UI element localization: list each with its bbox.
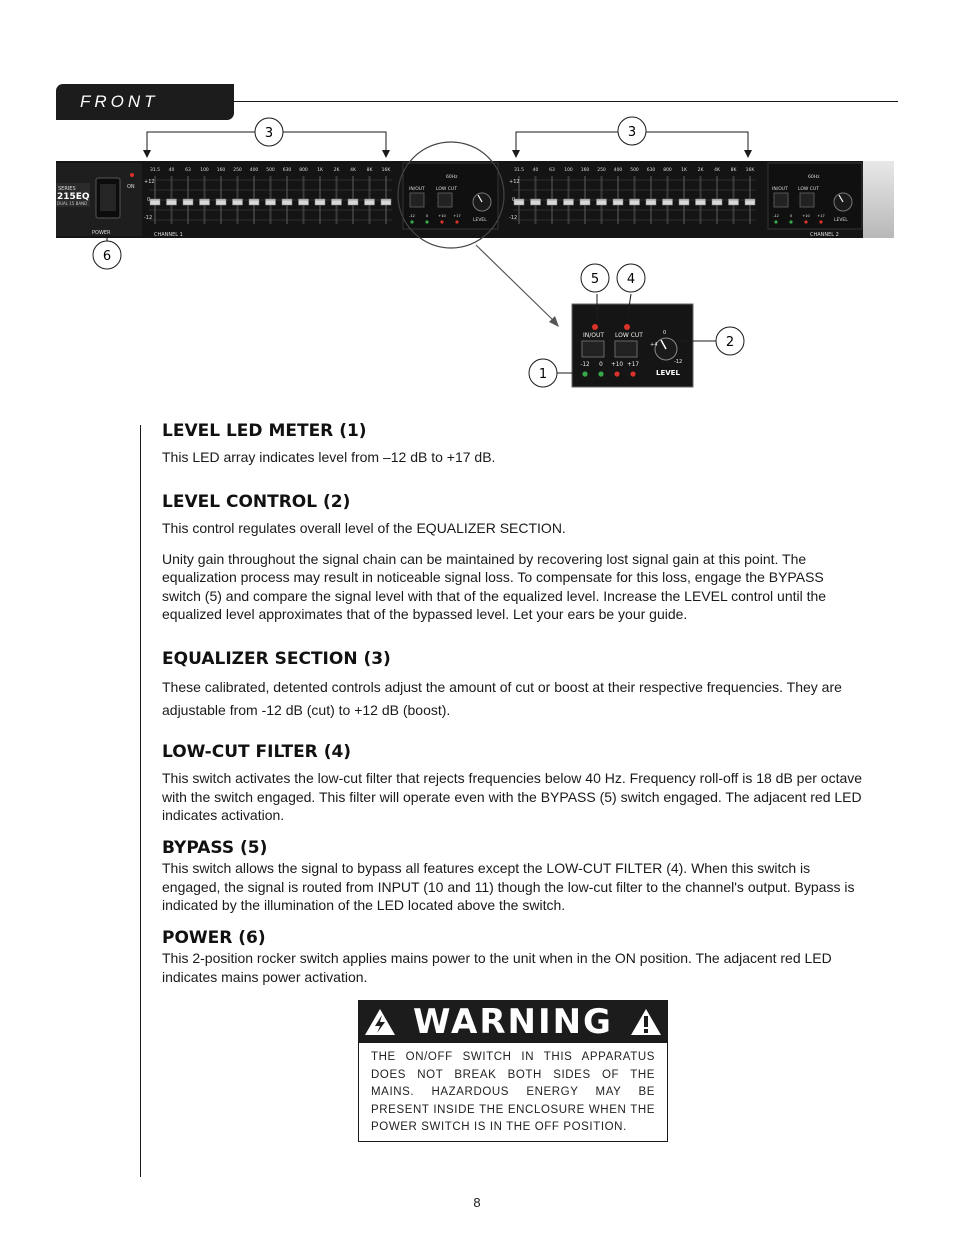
- ch1-frequency-label: 31.5: [149, 168, 161, 173]
- ch2-frequency-label: 160: [580, 168, 590, 173]
- callout-5: [581, 264, 609, 292]
- ch2-frequency-label: 800: [663, 168, 672, 173]
- ch1-range-bottom: -12: [144, 215, 153, 221]
- ch1-in-out-label: IN/OUT: [409, 187, 425, 192]
- electric-hazard-icon: [363, 1007, 397, 1037]
- ch1-bypass-switch[interactable]: [410, 193, 424, 207]
- ch1-frequency-label: 2K: [333, 168, 340, 173]
- power-label: POWER: [92, 230, 111, 236]
- ch2-range-mid: 0: [512, 197, 516, 203]
- section-power: [162, 927, 866, 986]
- warning-text: THE ON/OFF SWITCH IN THIS APPARATUS DOES NOT BREAK BOTH SIDES OF THE MAINS. HAZARDOUS ENERGY MAY BE PRESENT INSIDE THE ENCLOSURE WHEN THE POWER SWITCH IS IN THE OFF POSITION.: [371, 1051, 655, 1133]
- ch1-hz-label: 60Hz: [446, 175, 458, 180]
- section-title: EQUALIZER SECTION (3): [162, 649, 391, 669]
- detail-meter-led: [630, 371, 635, 376]
- detail-knob-mark-2: -12: [674, 359, 683, 365]
- ch2-bypass-switch[interactable]: [774, 193, 788, 207]
- svg-text:3: 3: [264, 126, 274, 141]
- detail-knob-mark-1: +4: [650, 342, 658, 348]
- section-level-control: [162, 491, 866, 624]
- ch1-frequency-label: 100: [200, 168, 209, 173]
- callout-1: [529, 359, 557, 387]
- on-label: ON: [127, 184, 135, 190]
- ch1-frequency-label: 1K: [317, 168, 323, 173]
- ch2-frequency-label: 40: [532, 168, 539, 173]
- section-title: LEVEL LED METER (1): [162, 421, 367, 441]
- ch2-frequency-label: 630: [646, 168, 656, 173]
- detail-bypass-switch[interactable]: [582, 341, 604, 357]
- section-paragraph: This 2-position rocker switch applies mains power to the unit when in the ON position. The adjacent red LED indicates mains power activation.: [162, 950, 832, 985]
- detail-closeup: [556, 294, 716, 387]
- callout-3-left: [255, 118, 283, 146]
- ch1-meter-led: [410, 220, 413, 223]
- section-paragraph: Unity gain throughout the signal chain can be maintained by recovering lost signal gain at this point. The equalization process may result in noticeable signal loss. To compensate for this loss, engage the BYPASS switch (5) and compare the signal level with that of the equalized level. Increase the LEVEL control until the equalized level approximates that of the bypassed level. Let your ears be your guide.: [162, 550, 827, 622]
- ch1-frequency-label: 8K: [366, 168, 373, 173]
- detail-meter-label: +17: [626, 362, 640, 368]
- detail-low-cut-switch[interactable]: [615, 341, 637, 357]
- section-paragraph: This LED array indicates level from –12 dB to +17 dB.: [162, 449, 496, 465]
- ch1-range-mid: 0: [147, 197, 151, 203]
- ch2-meter-led: [819, 220, 822, 223]
- svg-text:2: 2: [725, 335, 735, 350]
- section-header-tab: FRONT PANEL: [56, 84, 234, 120]
- ch2-frequency-label: 31.5: [513, 168, 525, 173]
- front-panel-diagram: [0, 0, 954, 400]
- rack-ear-right: [863, 161, 894, 238]
- ch1-frequency-label: 40: [168, 168, 175, 173]
- ch2-frequency-label: 250: [597, 168, 606, 173]
- section-title: LOW-CUT FILTER (4): [162, 742, 352, 762]
- ch2-meter-label: 0: [789, 214, 793, 218]
- svg-text:5: 5: [590, 272, 600, 287]
- section-paragraph: These calibrated, detented controls adjust the amount of cut or boost at their respective frequencies. They are adjustable from -12 dB (cut) to +12 dB (boost).: [162, 679, 842, 718]
- detail-bypass-led: [592, 324, 598, 330]
- channel-2-frequency-labels: [514, 167, 755, 173]
- ch1-meter-led: [455, 220, 458, 223]
- detail-low-cut-label: LOW CUT: [615, 332, 643, 339]
- page-number: 8: [473, 1195, 481, 1210]
- ch1-frequency-label: 630: [282, 168, 292, 173]
- ch1-meter-label: +10: [438, 214, 446, 218]
- section-title: POWER (6): [162, 928, 266, 948]
- detail-knob-mark-0: 0: [663, 330, 667, 336]
- callout-3-right: [618, 117, 646, 145]
- ch2-in-out-label: IN/OUT: [772, 187, 788, 192]
- bracket-arrowheads: [143, 150, 752, 158]
- warning-header: [359, 1001, 667, 1043]
- warning-title: WARNING: [413, 1002, 613, 1042]
- ch1-frequency-label: 16K: [381, 168, 391, 173]
- ch1-frequency-label: 400: [249, 168, 259, 173]
- ch1-meter-led: [440, 220, 443, 223]
- ch1-meter-label: -12: [409, 214, 415, 218]
- warning-box: [358, 1000, 668, 1142]
- ch1-frequency-label: 800: [299, 168, 308, 173]
- channel-1-controls: [403, 163, 498, 229]
- ch1-meter-label: +17: [453, 214, 461, 218]
- section-bypass: [162, 837, 866, 915]
- model-text: SERIES: [58, 186, 76, 192]
- ch2-range-top: +12: [509, 179, 520, 185]
- ch1-low-cut-label: LOW CUT: [436, 187, 457, 192]
- detail-meter-label: -12: [580, 362, 590, 368]
- ch2-low-cut-label: LOW CUT: [798, 187, 819, 192]
- detail-meter-led: [582, 371, 587, 376]
- channel-2-controls: [768, 163, 862, 229]
- channel-1-label: CHANNEL 1: [154, 232, 183, 238]
- ch1-meter-label: 0: [425, 214, 429, 218]
- svg-text:3: 3: [627, 125, 637, 140]
- ch2-frequency-label: 8K: [730, 168, 737, 173]
- ch2-meter-led: [789, 220, 792, 223]
- detail-meter-label: +10: [610, 362, 624, 368]
- ch2-meter-led: [774, 220, 777, 223]
- model-sub: DUAL 15 BAND: [57, 201, 88, 206]
- svg-text:4: 4: [626, 272, 636, 287]
- section-paragraph: This switch activates the low-cut filter that rejects frequencies below 40 Hz. Frequency roll-off is 18 dB per octave with the switch engaged. This filter will operate even with the BYPASS (5) switch engaged. The adjacent red LED indicates activation.: [162, 770, 863, 823]
- ch1-frequency-label: 160: [216, 168, 226, 173]
- ch2-frequency-label: 63: [549, 168, 555, 173]
- ch1-frequency-label: 63: [185, 168, 191, 173]
- callout-2: [716, 327, 744, 355]
- detail-level-label: LEVEL: [656, 369, 680, 377]
- section-paragraph: This control regulates overall level of the EQUALIZER SECTION.: [162, 520, 566, 536]
- ch1-level-label: LEVEL: [473, 218, 487, 223]
- section-low-cut-filter: [162, 741, 866, 825]
- ch1-range-top: +12: [144, 179, 155, 185]
- ch2-frequency-label: 400: [613, 168, 623, 173]
- detail-meter-label: 0: [599, 362, 603, 368]
- ch1-meter-led: [425, 220, 428, 223]
- ch2-frequency-label: 4K: [714, 168, 720, 173]
- section-paragraph: This switch allows the signal to bypass all features except the LOW-CUT FILTER (4). When this switch is engaged, the signal is routed from INPUT (10 and 11) though the low-cut filter to the channel's output. Bypass is indicated by the illumination of the LED located above the switch.: [162, 860, 855, 913]
- ch1-frequency-label: 500: [266, 168, 275, 173]
- ch2-meter-label: +17: [817, 214, 825, 218]
- detail-meter-led: [598, 371, 603, 376]
- ch2-frequency-label: 1K: [681, 168, 687, 173]
- detail-in-out-label: IN/OUT: [583, 332, 605, 339]
- power-led: [130, 173, 134, 177]
- rocker-face: [100, 184, 116, 211]
- detail-low-cut-led: [624, 324, 630, 330]
- ch2-frequency-label: 500: [630, 168, 639, 173]
- section-level-led-meter: [162, 420, 495, 467]
- channel-2-label: CHANNEL 2: [810, 232, 839, 238]
- ch2-range-bottom: -12: [509, 215, 518, 221]
- ch2-frequency-label: 2K: [697, 168, 704, 173]
- ch2-frequency-label: 100: [564, 168, 573, 173]
- section-title: LEVEL CONTROL (2): [162, 492, 351, 512]
- section-equalizer: [162, 648, 866, 722]
- section-title: BYPASS (5): [162, 838, 268, 858]
- magnify-arrow: [476, 245, 556, 323]
- ch1-low-cut-switch[interactable]: [438, 193, 452, 207]
- ch1-frequency-label: 250: [233, 168, 242, 173]
- ch2-meter-label: -12: [773, 214, 779, 218]
- ch2-hz-label: 60Hz: [808, 175, 820, 180]
- exclamation-hazard-icon: [629, 1007, 663, 1037]
- ch2-meter-led: [804, 220, 807, 223]
- detail-meter-led: [614, 371, 619, 376]
- callout-4: [617, 264, 645, 292]
- ch1-frequency-label: 4K: [350, 168, 356, 173]
- ch2-low-cut-switch[interactable]: [800, 193, 814, 207]
- svg-text:1: 1: [538, 367, 548, 382]
- channel-1-frequency-labels: [150, 167, 391, 173]
- left-margin-rule: [140, 425, 141, 1177]
- ch2-level-label: LEVEL: [834, 218, 848, 223]
- ch2-meter-label: +10: [802, 214, 810, 218]
- model-name: 215EQ: [57, 192, 90, 202]
- svg-text:6: 6: [102, 249, 112, 264]
- ch2-frequency-label: 16K: [745, 168, 755, 173]
